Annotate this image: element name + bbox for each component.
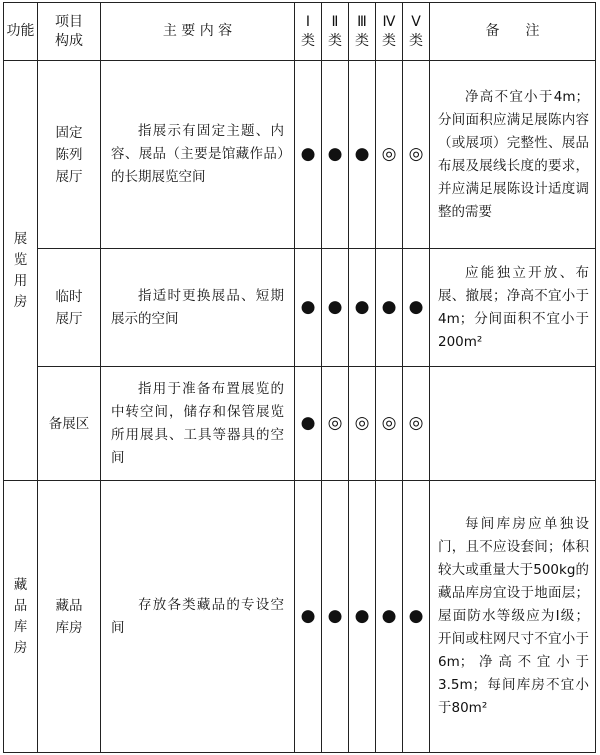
header-class-5 bbox=[403, 3, 430, 61]
function-cell bbox=[4, 481, 38, 753]
remark-cell: 每间库房应单独设门，且不应设套间；体积较大或重量大于500kg的藏品库房宜设于地面层；屋面防水等级应为Ⅰ级；开间或柱网尺寸不宜小于6m；净高不宜小于3.5m；每间库房不宜小于80m² bbox=[430, 481, 596, 753]
class-symbol: ● bbox=[403, 249, 430, 367]
class-roman: Ⅳ bbox=[382, 13, 396, 30]
header-content: 主 要 内 容 bbox=[101, 3, 295, 61]
item-cell bbox=[38, 61, 101, 249]
class-symbol: ● bbox=[295, 249, 322, 367]
class-suffix: 类 bbox=[355, 32, 369, 49]
item-line: 展厅 bbox=[55, 310, 83, 327]
header-class-1 bbox=[295, 3, 322, 61]
class-symbol: ● bbox=[376, 249, 403, 367]
function-char: 房 bbox=[13, 639, 28, 656]
class-suffix: 类 bbox=[382, 32, 396, 49]
item-line: 库房 bbox=[55, 619, 83, 636]
class-symbol: ● bbox=[295, 481, 322, 753]
item-cell bbox=[38, 249, 101, 367]
item-line: 临时 bbox=[55, 288, 83, 305]
class-symbol: ● bbox=[403, 481, 430, 753]
item-cell bbox=[38, 367, 101, 481]
remark-cell: 净高不宜小于4m；分间面积应满足展陈内容（或展项）完整性、展品布展及展线长度的要求，并应满足展陈设计适度调整的需要 bbox=[430, 61, 596, 249]
content-cell: 指适时更换展品、短期展示的空间 bbox=[101, 249, 295, 367]
class-suffix: 类 bbox=[301, 32, 315, 49]
class-suffix: 类 bbox=[409, 32, 423, 49]
class-symbol: ◎ bbox=[376, 367, 403, 481]
function-char: 展 bbox=[13, 230, 28, 247]
header-item-line: 构成 bbox=[55, 32, 83, 49]
function-char: 藏 bbox=[13, 576, 28, 593]
content-cell: 指展示有固定主题、内容、展品（主要是馆藏作品）的长期展览空间 bbox=[101, 61, 295, 249]
class-roman: Ⅲ bbox=[357, 13, 367, 30]
header-item bbox=[38, 3, 101, 61]
content-cell: 存放各类藏品的专设空间 bbox=[101, 481, 295, 753]
remark-cell: 应能独立开放、布展、撤展；净高不宜小于 4m；分间面积不宜小于 200m² bbox=[430, 249, 596, 367]
function-char: 房 bbox=[13, 293, 28, 310]
class-symbol: ◎ bbox=[349, 367, 376, 481]
class-symbol: ● bbox=[349, 481, 376, 753]
function-char: 库 bbox=[13, 618, 28, 635]
class-symbol: ● bbox=[349, 61, 376, 249]
table-row bbox=[4, 61, 596, 249]
header-remark: 备注 bbox=[430, 3, 596, 61]
function-cell bbox=[4, 61, 38, 481]
class-symbol: ● bbox=[376, 481, 403, 753]
function-char: 用 bbox=[13, 272, 28, 289]
space-requirements-table bbox=[3, 2, 596, 753]
function-char: 览 bbox=[13, 251, 28, 268]
class-symbol: ● bbox=[295, 61, 322, 249]
class-suffix: 类 bbox=[328, 32, 342, 49]
table-row bbox=[4, 367, 596, 481]
item-cell bbox=[38, 481, 101, 753]
header-function: 功能 bbox=[4, 3, 38, 61]
item-line: 备展区 bbox=[48, 415, 90, 432]
class-symbol: ◎ bbox=[403, 61, 430, 249]
function-char: 品 bbox=[13, 597, 28, 614]
class-symbol: ● bbox=[349, 249, 376, 367]
class-roman: Ⅴ bbox=[411, 13, 421, 30]
item-line: 展厅 bbox=[55, 168, 83, 185]
class-symbol: ● bbox=[322, 249, 349, 367]
content-cell: 指用于准备布置展览的中转空间，储存和保管展览所用展具、工具等器具的空间 bbox=[101, 367, 295, 481]
header-class-4 bbox=[376, 3, 403, 61]
header-item-line: 项目 bbox=[55, 13, 83, 30]
class-symbol: ● bbox=[322, 61, 349, 249]
header-class-2 bbox=[322, 3, 349, 61]
item-line: 藏品 bbox=[55, 597, 83, 614]
table-row bbox=[4, 481, 596, 753]
item-line: 固定 bbox=[55, 124, 83, 141]
header-row bbox=[4, 3, 596, 61]
table-row bbox=[4, 249, 596, 367]
class-symbol: ◎ bbox=[376, 61, 403, 249]
class-roman: Ⅰ bbox=[305, 13, 311, 30]
header-class-3 bbox=[349, 3, 376, 61]
remark-cell bbox=[430, 367, 596, 481]
class-roman: Ⅱ bbox=[331, 13, 339, 30]
item-line: 陈列 bbox=[55, 146, 83, 163]
class-symbol: ◎ bbox=[322, 367, 349, 481]
class-symbol: ◎ bbox=[403, 367, 430, 481]
class-symbol: ● bbox=[295, 367, 322, 481]
class-symbol: ● bbox=[322, 481, 349, 753]
